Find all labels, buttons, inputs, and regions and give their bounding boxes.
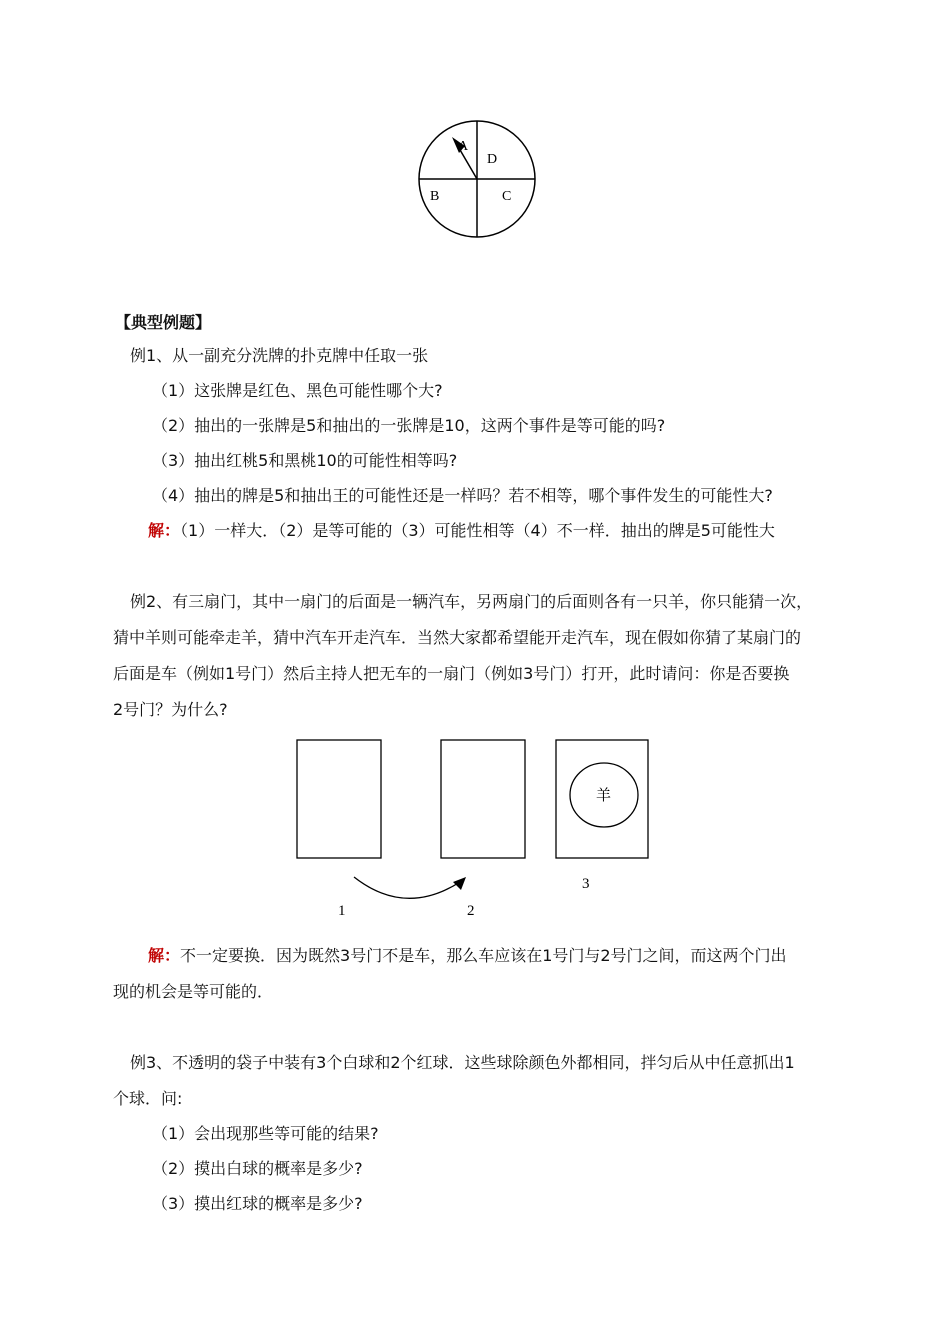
example3-question-3: （3）摸出红球的概率是多少? xyxy=(152,1194,363,1213)
example1-question-3: （3）抽出红桃5和黑桃10的可能性相等吗? xyxy=(152,451,458,470)
door-label-2: 2 xyxy=(467,903,475,919)
example3-question-1: （1）会出现那些等可能的结果? xyxy=(152,1124,379,1143)
solution-text: （1）一样大．（2）是等可能的（3）可能性相等（4）不一样．抽出的牌是5可能性大 xyxy=(180,521,775,540)
section-heading: 【典型例题】 xyxy=(115,313,212,332)
example1-question-4: （4）抽出的牌是5和抽出王的可能性还是一样吗？若不相等，哪个事件发生的可能性大? xyxy=(152,486,773,505)
example3-question-2: （2）摸出白球的概率是多少? xyxy=(152,1159,363,1178)
example3-line-1: 例3、不透明的袋子中装有3个白球和2个红球．这些球除颜色外都相同，拌匀后从中任意抓出1 xyxy=(130,1053,795,1072)
example1-question-2: （2）抽出的一张牌是5和抽出的一张牌是10，这两个事件是等可能的吗? xyxy=(152,416,666,435)
sector-label-a: A xyxy=(458,139,469,154)
door-2 xyxy=(441,740,525,858)
example2-line-1: 例2、有三扇门，其中一扇门的后面是一辆汽车，另两扇门的后面则各有一只羊，你只能猜一次， xyxy=(130,592,813,611)
goat-label: 羊 xyxy=(596,788,612,804)
example2-line-3: 后面是车（例如1号门）然后主持人把无车的一扇门（例如3号门）打开，此时请问：你是否要换 xyxy=(113,664,790,683)
example3-line-2: 个球．问: xyxy=(113,1089,183,1108)
example2-line-4: 2号门？为什么? xyxy=(113,700,228,719)
example1-solution xyxy=(148,521,775,541)
example1-question-1: （1）这张牌是红色、黑色可能性哪个大? xyxy=(152,381,443,400)
example2-solution-line-1 xyxy=(148,946,787,966)
sector-label-c: C xyxy=(502,189,512,204)
swap-arrow-head xyxy=(453,877,466,890)
door-label-1: 1 xyxy=(338,903,346,919)
sector-label-b: B xyxy=(430,189,440,204)
example2-solution-line-2: 现的机会是等可能的． xyxy=(113,982,274,1001)
example1-title: 例1、从一副充分洗牌的扑克牌中任取一张 xyxy=(130,346,429,365)
sector-label-d: D xyxy=(487,152,498,167)
doors-figure xyxy=(290,732,660,922)
solution-label: 解： xyxy=(148,521,181,540)
door-1 xyxy=(297,740,381,858)
solution-label: 解： xyxy=(148,946,181,965)
spinner-figure xyxy=(410,115,545,245)
solution-text: 不一定要换．因为既然3号门不是车，那么车应该在1号门与2号门之间，而这两个门出 xyxy=(180,946,787,965)
example2-line-2: 猜中羊则可能牵走羊，猜中汽车开走汽车．当然大家都希望能开走汽车，现在假如你猜了某扇门的 xyxy=(113,628,802,647)
swap-arrow xyxy=(354,877,460,898)
door-label-3: 3 xyxy=(582,876,590,892)
